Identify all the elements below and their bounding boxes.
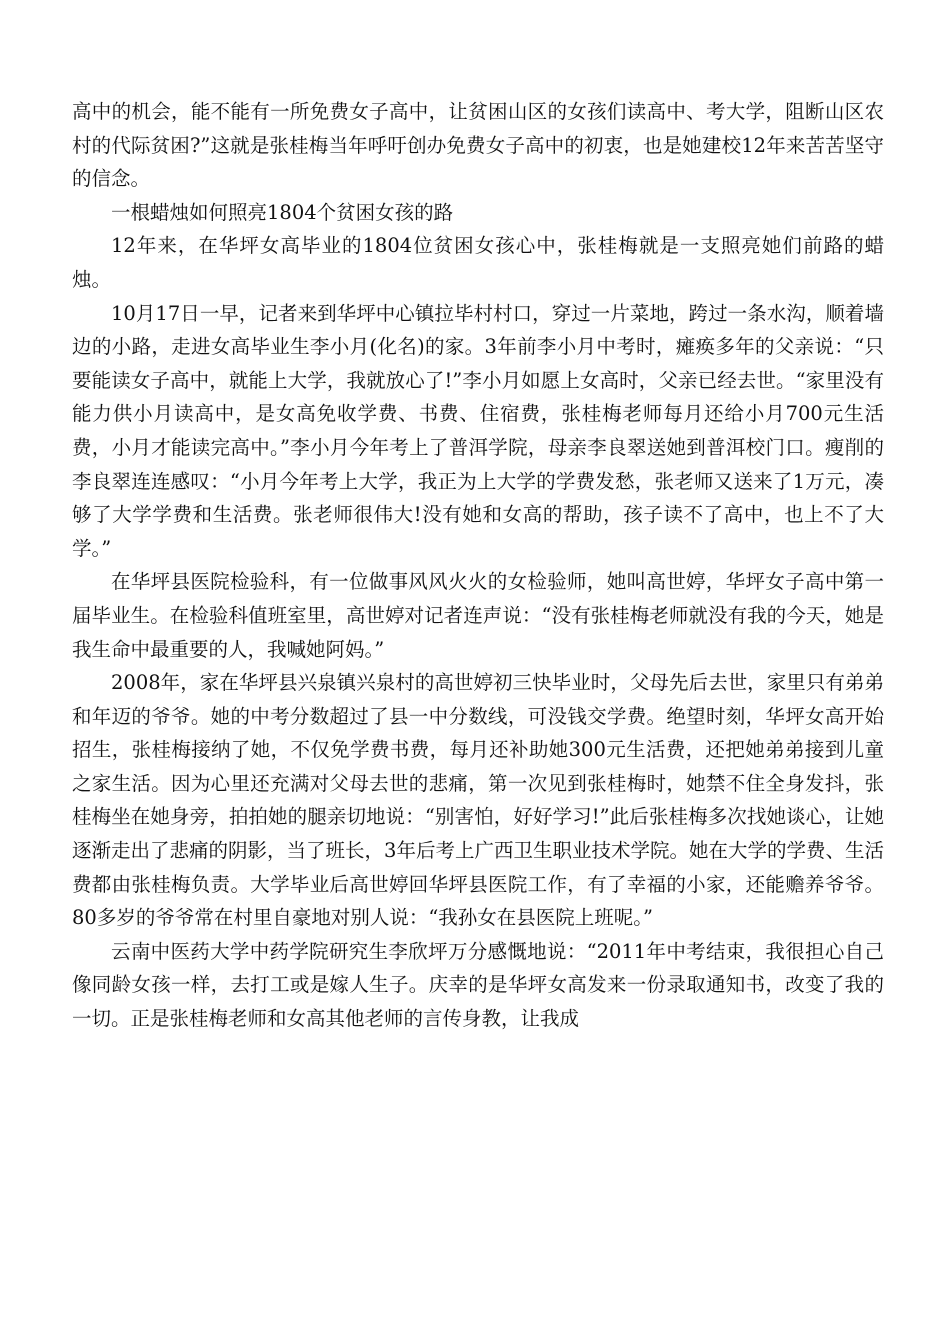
paragraph-intro: 高中的机会，能不能有一所免费女子高中，让贫困山区的女孩们读高中、考大学，阻断山区农村的代际贫困?”这就是张桂梅当年呼吁创办免费女子高中的初衷，也是她建校12年来苦苦坚守的信念。 [72,100,884,191]
paragraph-gao-shiting-intro: 在华坪县医院检验科，有一位做事风风火火的女检验师，她叫高世婷，华坪女子高中第一届毕业生。在检验科值班室里，高世婷对记者连声说：“没有张桂梅老师就没有我的今天，她是我生命中最重要的人，我喊她阿妈。” [72,570,884,661]
paragraph-li-xiaoyue: 10月17日一早，记者来到华坪中心镇拉毕村村口，穿过一片菜地，跨过一条水沟，顺着墙边的小路，走进女高毕业生李小月(化名)的家。3年前李小月中考时，瘫痪多年的父亲说：“只要能读女子高中，就能上大学，我就放心了!”李小月如愿上女高时，父亲已经去世。“家里没有能力供小月读高中，是女高免收学费、书费、住宿费，张桂梅老师每月还给小月700元生活费，小月才能读完高中。”李小月今年考上了普洱学院，母亲李良翠送她到普洱校门口。瘦削的李良翠连连感叹：“小月今年考上大学，我正为上大学的学费发愁，张老师又送来了1万元，凑够了大学学费和生活费。张老师很伟大!没有她和女高的帮助，孩子读不了高中，也上不了大学。” [72,301,884,560]
section-heading: 一根蜡烛如何照亮1804个贫困女孩的路 [111,200,454,224]
paragraph-gao-shiting-story: 2008年，家在华坪县兴泉镇兴泉村的高世婷初三快毕业时，父母先后去世，家里只有弟弟和年迈的爷爷。她的中考分数超过了县一中分数线，可没钱交学费。绝望时刻，华坪女高开始招生，张桂梅接纳了她，不仅免学费书费，每月还补助她300元生活费，还把她弟弟接到儿童之家生活。因为心里还充满对父母去世的悲痛，第一次见到张桂梅时，她禁不住全身发抖，张桂梅坐在她身旁，拍拍她的腿亲切地说：“别害怕，好好学习!”此后张桂梅多次找她谈心，让她逐渐走出了悲痛的阴影，当了班长，3年后考上广西卫生职业技术学院。她在大学的学费、生活费都由张桂梅负责。大学毕业后高世婷回华坪县医院工作，有了幸福的小家，还能赡养爷爷。80多岁的爷爷常在村里自豪地对别人说：“我孙女在县医院上班呢。” [72,671,884,930]
paragraph-li-xinping: 云南中医药大学中药学院研究生李欣坪万分感慨地说：“2011年中考结束，我很担心自己像同龄女孩一样，去打工或是嫁人生子。庆幸的是华坪女高发来一份录取通知书，改变了我的一切。正是张桂梅老师和女高其他老师的言传身教，让我成 [72,939,884,1031]
document-page [72,95,884,1036]
paragraph-candle: 12年来，在华坪女高毕业的1804位贫困女孩心中，张桂梅就是一支照亮她们前路的蜡烛。 [72,234,884,291]
